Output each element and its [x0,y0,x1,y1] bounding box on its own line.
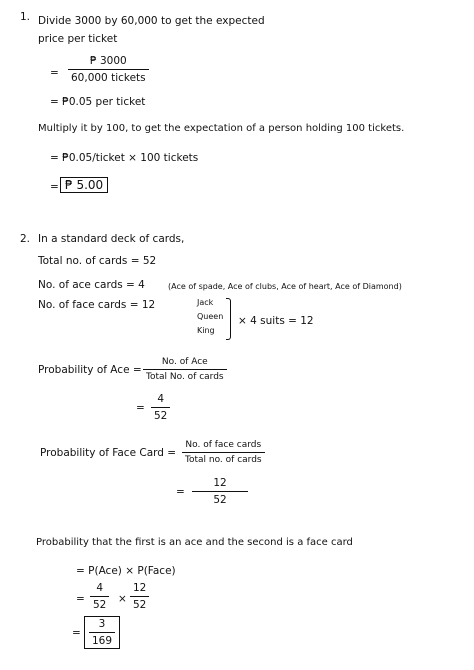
problem-1-line-3: Multiply it by 100, to get the expectation of a person holding 100 tickets. [38,123,405,134]
prob-face-numerator: No. of face cards [185,440,262,450]
problem-1-number: 1. [20,11,31,23]
face-list-jack: Jack [197,298,214,307]
joint-fraction-face [130,583,149,610]
joint-probability-label: Probability that the first is an ace and the second is a face card [36,537,353,548]
prob-ace-denominator: Total No. of cards [143,369,227,382]
answer-box-1: ₱ 5.00 [60,177,108,193]
total-cards: Total no. of cards = 52 [38,255,157,267]
face-cards: No. of face cards = 12 [38,299,156,311]
prob-face-denominator: Total no. of cards [182,452,265,465]
prob-ace-numerator: No. of Ace [161,357,208,367]
joint-fraction-ace-denominator: 52 [90,596,109,611]
equals-sign: = [50,67,59,79]
price-per-ticket-result: = ₱0.05 per ticket [50,96,146,108]
problem-1-line-2: price per ticket [38,33,118,45]
prob-face-value [192,478,248,505]
face-list-king: King [197,326,215,335]
prob-ace-value-numerator: 4 [157,393,165,405]
joint-equation-1: = P(Ace) × P(Face) [76,565,176,577]
equals-sign: = [136,402,145,414]
prob-ace-label: Probability of Ace = [38,364,142,376]
prob-face-value-denominator: 52 [192,491,248,506]
equals-sign: = [50,181,59,193]
equals-sign: = [76,593,85,605]
final-answer-box [84,616,120,649]
prob-face-fraction [182,441,265,465]
price-fraction [68,56,149,83]
joint-fraction-face-denominator: 52 [130,596,149,611]
ace-cards-note: (Ace of spade, Ace of clubs, Ace of heart, Ace of Diamond) [168,282,402,291]
prob-face-label: Probability of Face Card = [40,447,177,459]
final-answer-denominator: 169 [89,632,115,647]
equals-sign: = [72,627,81,639]
final-answer-numerator: 3 [98,618,106,630]
prob-ace-fraction [143,358,227,382]
equals-sign: = [176,486,185,498]
face-cards-calc: × 4 suits = 12 [238,315,314,327]
ace-cards: No. of ace cards = 4 [38,279,145,291]
joint-fraction-ace-numerator: 4 [96,582,104,594]
problem-1-line-1: Divide 3000 by 60,000 to get the expected [38,15,265,27]
face-list-brace [226,298,231,340]
prob-face-value-numerator: 12 [213,477,227,489]
price-fraction-denominator: 60,000 tickets [68,69,149,84]
times-sign: × [118,593,127,605]
problem-2-number: 2. [20,233,31,245]
expectation-equation: = ₱0.05/ticket × 100 tickets [50,152,199,164]
price-fraction-numerator: ₱ 3000 [89,55,127,67]
joint-fraction-ace [90,583,109,610]
problem-2-intro: In a standard deck of cards, [38,233,185,245]
joint-fraction-face-numerator: 12 [133,582,147,594]
face-list-queen: Queen [197,312,224,321]
prob-ace-value-denominator: 52 [151,407,170,422]
prob-ace-value [151,394,170,421]
